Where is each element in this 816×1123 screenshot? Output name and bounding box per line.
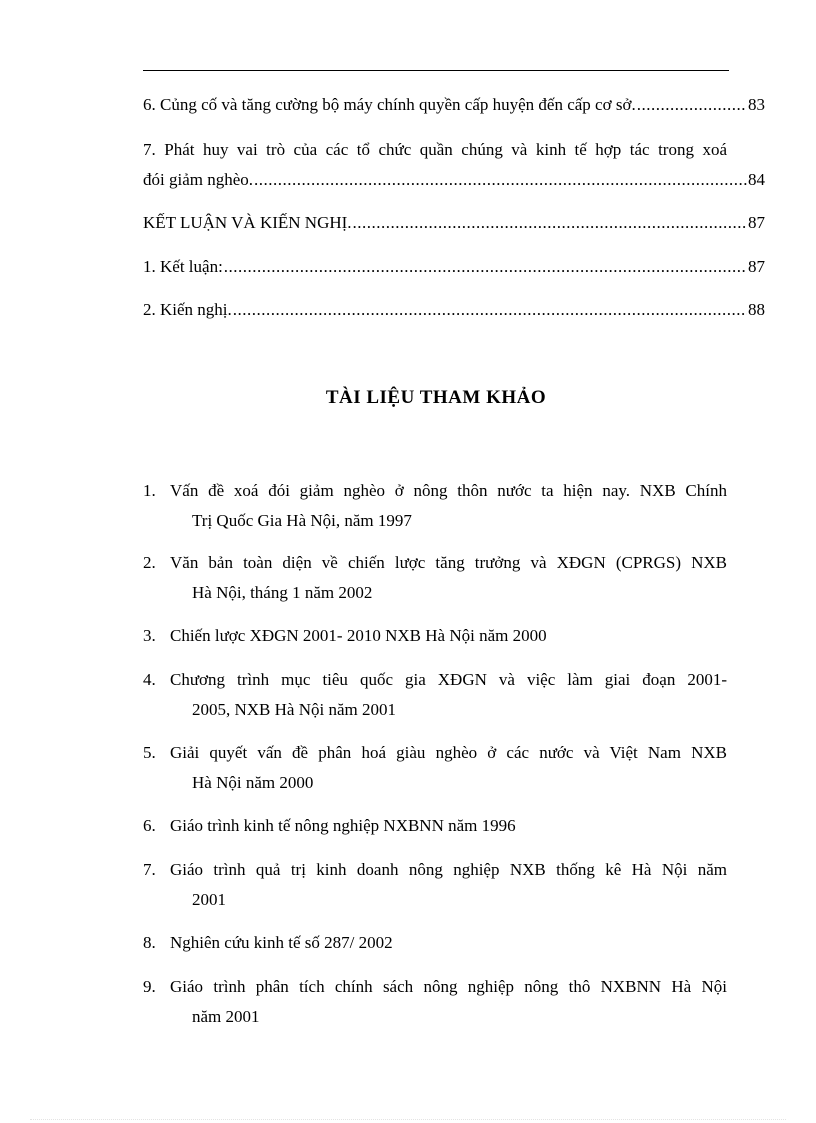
toc-page-number: 87 <box>748 213 765 232</box>
dot-leader <box>637 93 747 117</box>
reference-text-line1: Giáo trình phân tích chính sách nông nghiệp nông thô NXBNN Hà Nội <box>170 977 727 996</box>
reference-item <box>143 476 727 536</box>
reference-item <box>143 621 727 651</box>
reference-item <box>143 665 727 725</box>
toc-entry-text: 2. Kiến nghị. <box>143 300 232 319</box>
dot-leader <box>254 168 747 192</box>
toc-entry-7[interactable] <box>143 138 765 192</box>
toc-entry-c2[interactable] <box>143 298 765 322</box>
reference-item <box>143 811 727 841</box>
reference-text-line2: Trị Quốc Gia Hà Nội, năm 1997 <box>192 511 412 530</box>
dot-leader <box>353 211 747 235</box>
reference-text-line2: năm 2001 <box>192 1007 260 1026</box>
toc-entry-conclusion[interactable] <box>143 211 765 235</box>
reference-number: 4. <box>143 670 156 689</box>
reference-number: 7. <box>143 860 156 879</box>
reference-number: 6. <box>143 816 156 835</box>
toc-page-number: 88 <box>748 300 765 319</box>
toc-entry-text: KẾT LUẬN VÀ KIẾN NGHỊ. <box>143 213 352 232</box>
references-title: TÀI LIỆU THAM KHẢO <box>325 387 547 408</box>
reference-text-line1: Giáo trình kinh tế nông nghiệp NXBNN năm 1996 <box>170 816 516 835</box>
page-bottom-border <box>30 1119 786 1120</box>
dot-leader <box>233 298 747 322</box>
reference-number: 8. <box>143 933 156 952</box>
dot-leader <box>224 255 747 279</box>
toc-entry-text-line2: đói giảm nghèo. <box>143 170 254 189</box>
reference-text-line1: Giải quyết vấn đề phân hoá giàu nghèo ở các nước và Việt Nam NXB <box>170 743 727 762</box>
reference-text-line1: Nghiên cứu kinh tế số 287/ 2002 <box>170 933 393 952</box>
reference-item <box>143 855 727 915</box>
reference-text-line2: Hà Nội, tháng 1 năm 2002 <box>192 583 373 602</box>
reference-text-line1: Văn bản toàn diện về chiến lược tăng trưởng và XĐGN (CPRGS) NXB <box>170 553 727 572</box>
reference-text-line1: Chiến lược XĐGN 2001- 2010 NXB Hà Nội năm 2000 <box>170 626 547 645</box>
toc-page-number: 83 <box>748 95 765 114</box>
toc-entry-6[interactable] <box>143 93 765 117</box>
reference-item <box>143 738 727 798</box>
reference-text-line1: Chương trình mục tiêu quốc gia XĐGN và việc làm giai đoạn 2001- <box>170 670 727 689</box>
reference-text-line1: Vấn đề xoá đói giảm nghèo ở nông thôn nước ta hiện nay. NXB Chính <box>170 481 727 500</box>
reference-number: 5. <box>143 743 156 762</box>
toc-entry-text: 1. Kết luận: <box>143 257 223 276</box>
reference-text-line2: Hà Nội năm 2000 <box>192 773 314 792</box>
reference-text-line1: Giáo trình quả trị kinh doanh nông nghiệp NXB thống kê Hà Nội năm <box>170 860 727 879</box>
toc-entry-text-line1: 7. Phát huy vai trò của các tổ chức quần chúng và kinh tế hợp tác trong xoá <box>143 140 727 159</box>
reference-item <box>143 972 727 1032</box>
reference-text-line2: 2001 <box>192 890 226 909</box>
reference-number: 9. <box>143 977 156 996</box>
reference-number: 3. <box>143 626 156 645</box>
reference-item <box>143 928 727 958</box>
reference-item <box>143 548 727 608</box>
toc-page-number: 87 <box>748 257 765 276</box>
header-rule <box>143 70 729 71</box>
toc-entry-text: 6. Củng cố và tăng cường bộ máy chính quyền cấp huyện đến cấp cơ sở. <box>143 95 636 114</box>
reference-text-line2: 2005, NXB Hà Nội năm 2001 <box>192 700 396 719</box>
toc-entry-c1[interactable] <box>143 255 765 279</box>
reference-number: 1. <box>143 481 156 500</box>
reference-number: 2. <box>143 553 156 572</box>
toc-page-number: 84 <box>748 170 765 189</box>
